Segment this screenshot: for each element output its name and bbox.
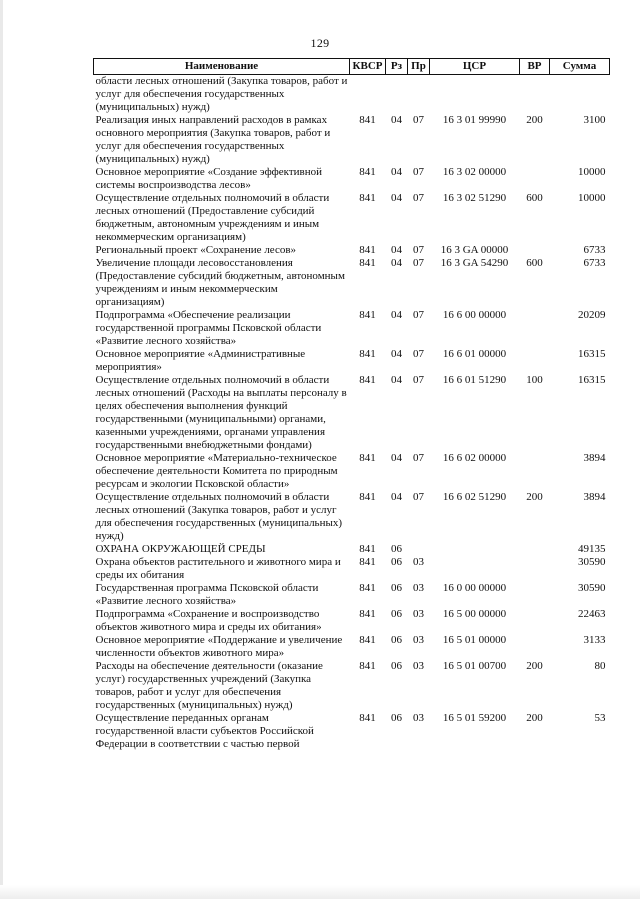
row-vr: 100	[526, 374, 543, 386]
table-row	[94, 257, 610, 309]
row-pr: 07	[413, 257, 424, 269]
row-name: Осуществление переданных органам государственной власти субъектов Российской Федерации в соответствии с частью первой	[95, 712, 314, 750]
row-vr	[520, 452, 550, 491]
row-rz: 06	[391, 712, 402, 724]
row-csr: 16 3 02 51290	[442, 192, 507, 204]
row-vr: 200	[526, 660, 543, 672]
row-pr: 07	[413, 348, 424, 360]
row-sum: 16315	[578, 348, 606, 360]
row-name: Основное мероприятие «Поддержание и увеличение численности объектов животного мира»	[95, 634, 343, 659]
table-row	[94, 452, 610, 491]
row-pr: 03	[413, 712, 424, 724]
row-vr	[520, 348, 550, 374]
row-sum: 22463	[578, 608, 606, 620]
row-rz: 06	[391, 556, 402, 568]
row-vr: 200	[526, 712, 543, 724]
row-csr: 16 5 01 00000	[442, 634, 507, 646]
row-sum: 10000	[578, 166, 606, 178]
row-kvsr: 841	[359, 712, 376, 724]
row-rz: 06	[391, 582, 402, 594]
row-name: Региональный проект «Сохранение лесов»	[95, 244, 297, 256]
row-sum: 53	[594, 712, 606, 724]
row-csr: 16 6 01 00000	[442, 348, 507, 360]
table-row	[94, 634, 610, 660]
row-name: Подпрограмма «Обеспечение реализации государственной программы Псковской области «Развитие лесного хозяйства»	[95, 309, 322, 347]
row-kvsr: 841	[359, 491, 376, 503]
row-vr	[520, 75, 550, 115]
row-sum: 3100	[583, 114, 606, 126]
row-rz: 04	[391, 244, 402, 256]
header-vr: ВР	[520, 59, 550, 75]
row-pr	[408, 543, 430, 556]
row-pr: 03	[413, 634, 424, 646]
row-pr: 03	[413, 582, 424, 594]
row-csr	[430, 75, 520, 115]
row-rz: 04	[391, 452, 402, 464]
row-rz: 04	[391, 114, 402, 126]
row-kvsr: 841	[359, 582, 376, 594]
row-sum: 6733	[583, 257, 606, 269]
row-vr	[520, 582, 550, 608]
row-pr: 07	[413, 166, 424, 178]
row-csr: 16 3 GA 54290	[440, 257, 509, 269]
header-csr: ЦСР	[430, 59, 520, 75]
row-pr: 03	[413, 660, 424, 672]
table-row	[94, 491, 610, 543]
row-pr: 07	[413, 452, 424, 464]
row-kvsr: 841	[359, 608, 376, 620]
row-pr: 03	[413, 608, 424, 620]
row-sum: 80	[594, 660, 606, 672]
row-name: Основное мероприятие «Материально-техническое обеспечение деятельности Комитета по природным ресурсам и экологии Псковской области»	[95, 452, 338, 490]
row-csr: 16 6 00 00000	[442, 309, 507, 321]
row-vr	[520, 556, 550, 582]
table-row	[94, 166, 610, 192]
row-vr	[520, 634, 550, 660]
row-name: Основное мероприятие «Административные мероприятия»	[95, 348, 306, 373]
table-row	[94, 543, 610, 556]
row-kvsr: 841	[359, 348, 376, 360]
table-body	[94, 75, 610, 752]
row-name: Охрана объектов растительного и животного мира и среды их обитания	[95, 556, 341, 581]
row-csr: 16 3 02 00000	[442, 166, 507, 178]
header-pr: Пр	[408, 59, 430, 75]
row-pr: 07	[413, 244, 424, 256]
table-row	[94, 608, 610, 634]
table-row	[94, 582, 610, 608]
table-row	[94, 374, 610, 452]
row-vr: 600	[526, 192, 543, 204]
header-kvsr: КВСР	[350, 59, 386, 75]
row-csr: 16 6 01 51290	[442, 374, 507, 386]
row-csr: 16 5 00 00000	[442, 608, 507, 620]
row-pr: 07	[413, 114, 424, 126]
row-rz: 04	[391, 192, 402, 204]
row-rz: 06	[391, 543, 402, 555]
row-pr	[408, 75, 430, 115]
table-row	[94, 244, 610, 257]
row-rz: 04	[391, 166, 402, 178]
row-name: Основное мероприятие «Создание эффективной системы воспроизводства лесов»	[95, 166, 323, 191]
row-name: Расходы на обеспечение деятельности (оказание услуг) государственных учреждений (Закупка товаров, работ и услуг для обеспечения государственных (муниципальных) нужд)	[95, 660, 323, 711]
row-kvsr: 841	[359, 452, 376, 464]
row-name: Увеличение площади лесовосстановления (Предоставление субсидий бюджетным, автономным учреждениям и иным некоммерческим организациям)	[95, 257, 345, 308]
row-kvsr: 841	[359, 634, 376, 646]
row-sum: 20209	[578, 309, 606, 321]
row-sum: 6733	[583, 244, 606, 256]
table-header-row	[94, 59, 610, 75]
budget-table	[93, 58, 610, 751]
row-name: Подпрограмма «Сохранение и воспроизводство объектов животного мира и среды их обитания»	[95, 608, 322, 633]
row-name: Осуществление отдельных полномочий в области лесных отношений (Предоставление субсидий бюджетным, автономным учреждениям и иным некоммерческим организациям)	[95, 192, 330, 243]
row-sum: 3894	[583, 491, 606, 503]
row-rz	[386, 75, 408, 115]
row-kvsr: 841	[359, 114, 376, 126]
row-kvsr: 841	[359, 543, 376, 555]
table-row	[94, 309, 610, 348]
row-sum: 10000	[578, 192, 606, 204]
row-vr	[520, 309, 550, 348]
row-csr: 16 6 02 51290	[442, 491, 507, 503]
header-sum: Сумма	[550, 59, 610, 75]
row-rz: 06	[391, 634, 402, 646]
table-row	[94, 114, 610, 166]
table-row	[94, 75, 610, 115]
header-name: Наименование	[94, 59, 350, 75]
row-name: ОХРАНА ОКРУЖАЮЩЕЙ СРЕДЫ	[95, 543, 266, 555]
row-vr: 200	[526, 114, 543, 126]
row-sum: 3894	[583, 452, 606, 464]
row-sum: 30590	[578, 556, 606, 568]
row-sum: 30590	[578, 582, 606, 594]
row-csr	[430, 543, 520, 556]
table-row	[94, 192, 610, 244]
row-kvsr: 841	[359, 374, 376, 386]
row-csr: 16 3 GA 00000	[440, 244, 509, 256]
row-csr	[430, 556, 520, 582]
row-pr: 03	[413, 556, 424, 568]
scan-edge	[0, 0, 3, 899]
row-vr	[520, 608, 550, 634]
row-rz: 04	[391, 491, 402, 503]
row-vr	[520, 244, 550, 257]
row-vr: 200	[526, 491, 543, 503]
row-pr: 07	[413, 192, 424, 204]
row-rz: 04	[391, 257, 402, 269]
row-csr: 16 0 00 00000	[442, 582, 507, 594]
row-rz: 04	[391, 374, 402, 386]
row-csr: 16 3 01 99990	[442, 114, 507, 126]
row-pr: 07	[413, 309, 424, 321]
row-csr: 16 5 01 59200	[442, 712, 507, 724]
row-kvsr	[350, 75, 386, 115]
row-kvsr: 841	[359, 660, 376, 672]
table-row	[94, 660, 610, 712]
row-rz: 06	[391, 608, 402, 620]
row-pr: 07	[413, 374, 424, 386]
row-sum: 49135	[578, 543, 606, 555]
row-sum: 16315	[578, 374, 606, 386]
row-vr	[520, 166, 550, 192]
table-row	[94, 712, 610, 751]
row-name: области лесных отношений (Закупка товаров, работ и услуг для обеспечения государственных (муниципальных) нужд)	[95, 75, 348, 113]
row-kvsr: 841	[359, 166, 376, 178]
page-number: 129	[310, 36, 330, 50]
row-vr: 600	[526, 257, 543, 269]
table-row	[94, 556, 610, 582]
row-rz: 04	[391, 348, 402, 360]
row-name: Осуществление отдельных полномочий в области лесных отношений (Закупка товаров, работ и услуг для обеспечения государственных (муниципальных) нужд)	[95, 491, 343, 542]
scan-shadow	[0, 885, 640, 899]
row-pr: 07	[413, 491, 424, 503]
header-rz: Рз	[386, 59, 408, 75]
table-row	[94, 348, 610, 374]
row-csr: 16 6 02 00000	[442, 452, 507, 464]
row-rz: 06	[391, 660, 402, 672]
row-kvsr: 841	[359, 192, 376, 204]
row-name: Реализация иных направлений расходов в рамках основного мероприятия (Закупка товаров, работ и услуг для обеспечения государственных (муниципальных) нужд)	[95, 114, 331, 165]
row-kvsr: 841	[359, 257, 376, 269]
budget-table-container	[93, 58, 609, 751]
row-name: Государственная программа Псковской области «Развитие лесного хозяйства»	[95, 582, 319, 607]
row-name: Осуществление отдельных полномочий в области лесных отношений (Расходы на выплаты персоналу в целях обеспечения выполнения функций государственными (муниципальными) органами, казенными учреждениями, органами управления государственными внебюджетными фондами)	[95, 374, 347, 451]
row-vr	[520, 543, 550, 556]
row-sum: 3133	[583, 634, 606, 646]
row-kvsr: 841	[359, 309, 376, 321]
row-rz: 04	[391, 309, 402, 321]
row-sum	[550, 75, 610, 115]
row-kvsr: 841	[359, 556, 376, 568]
row-csr: 16 5 01 00700	[442, 660, 507, 672]
row-kvsr: 841	[359, 244, 376, 256]
